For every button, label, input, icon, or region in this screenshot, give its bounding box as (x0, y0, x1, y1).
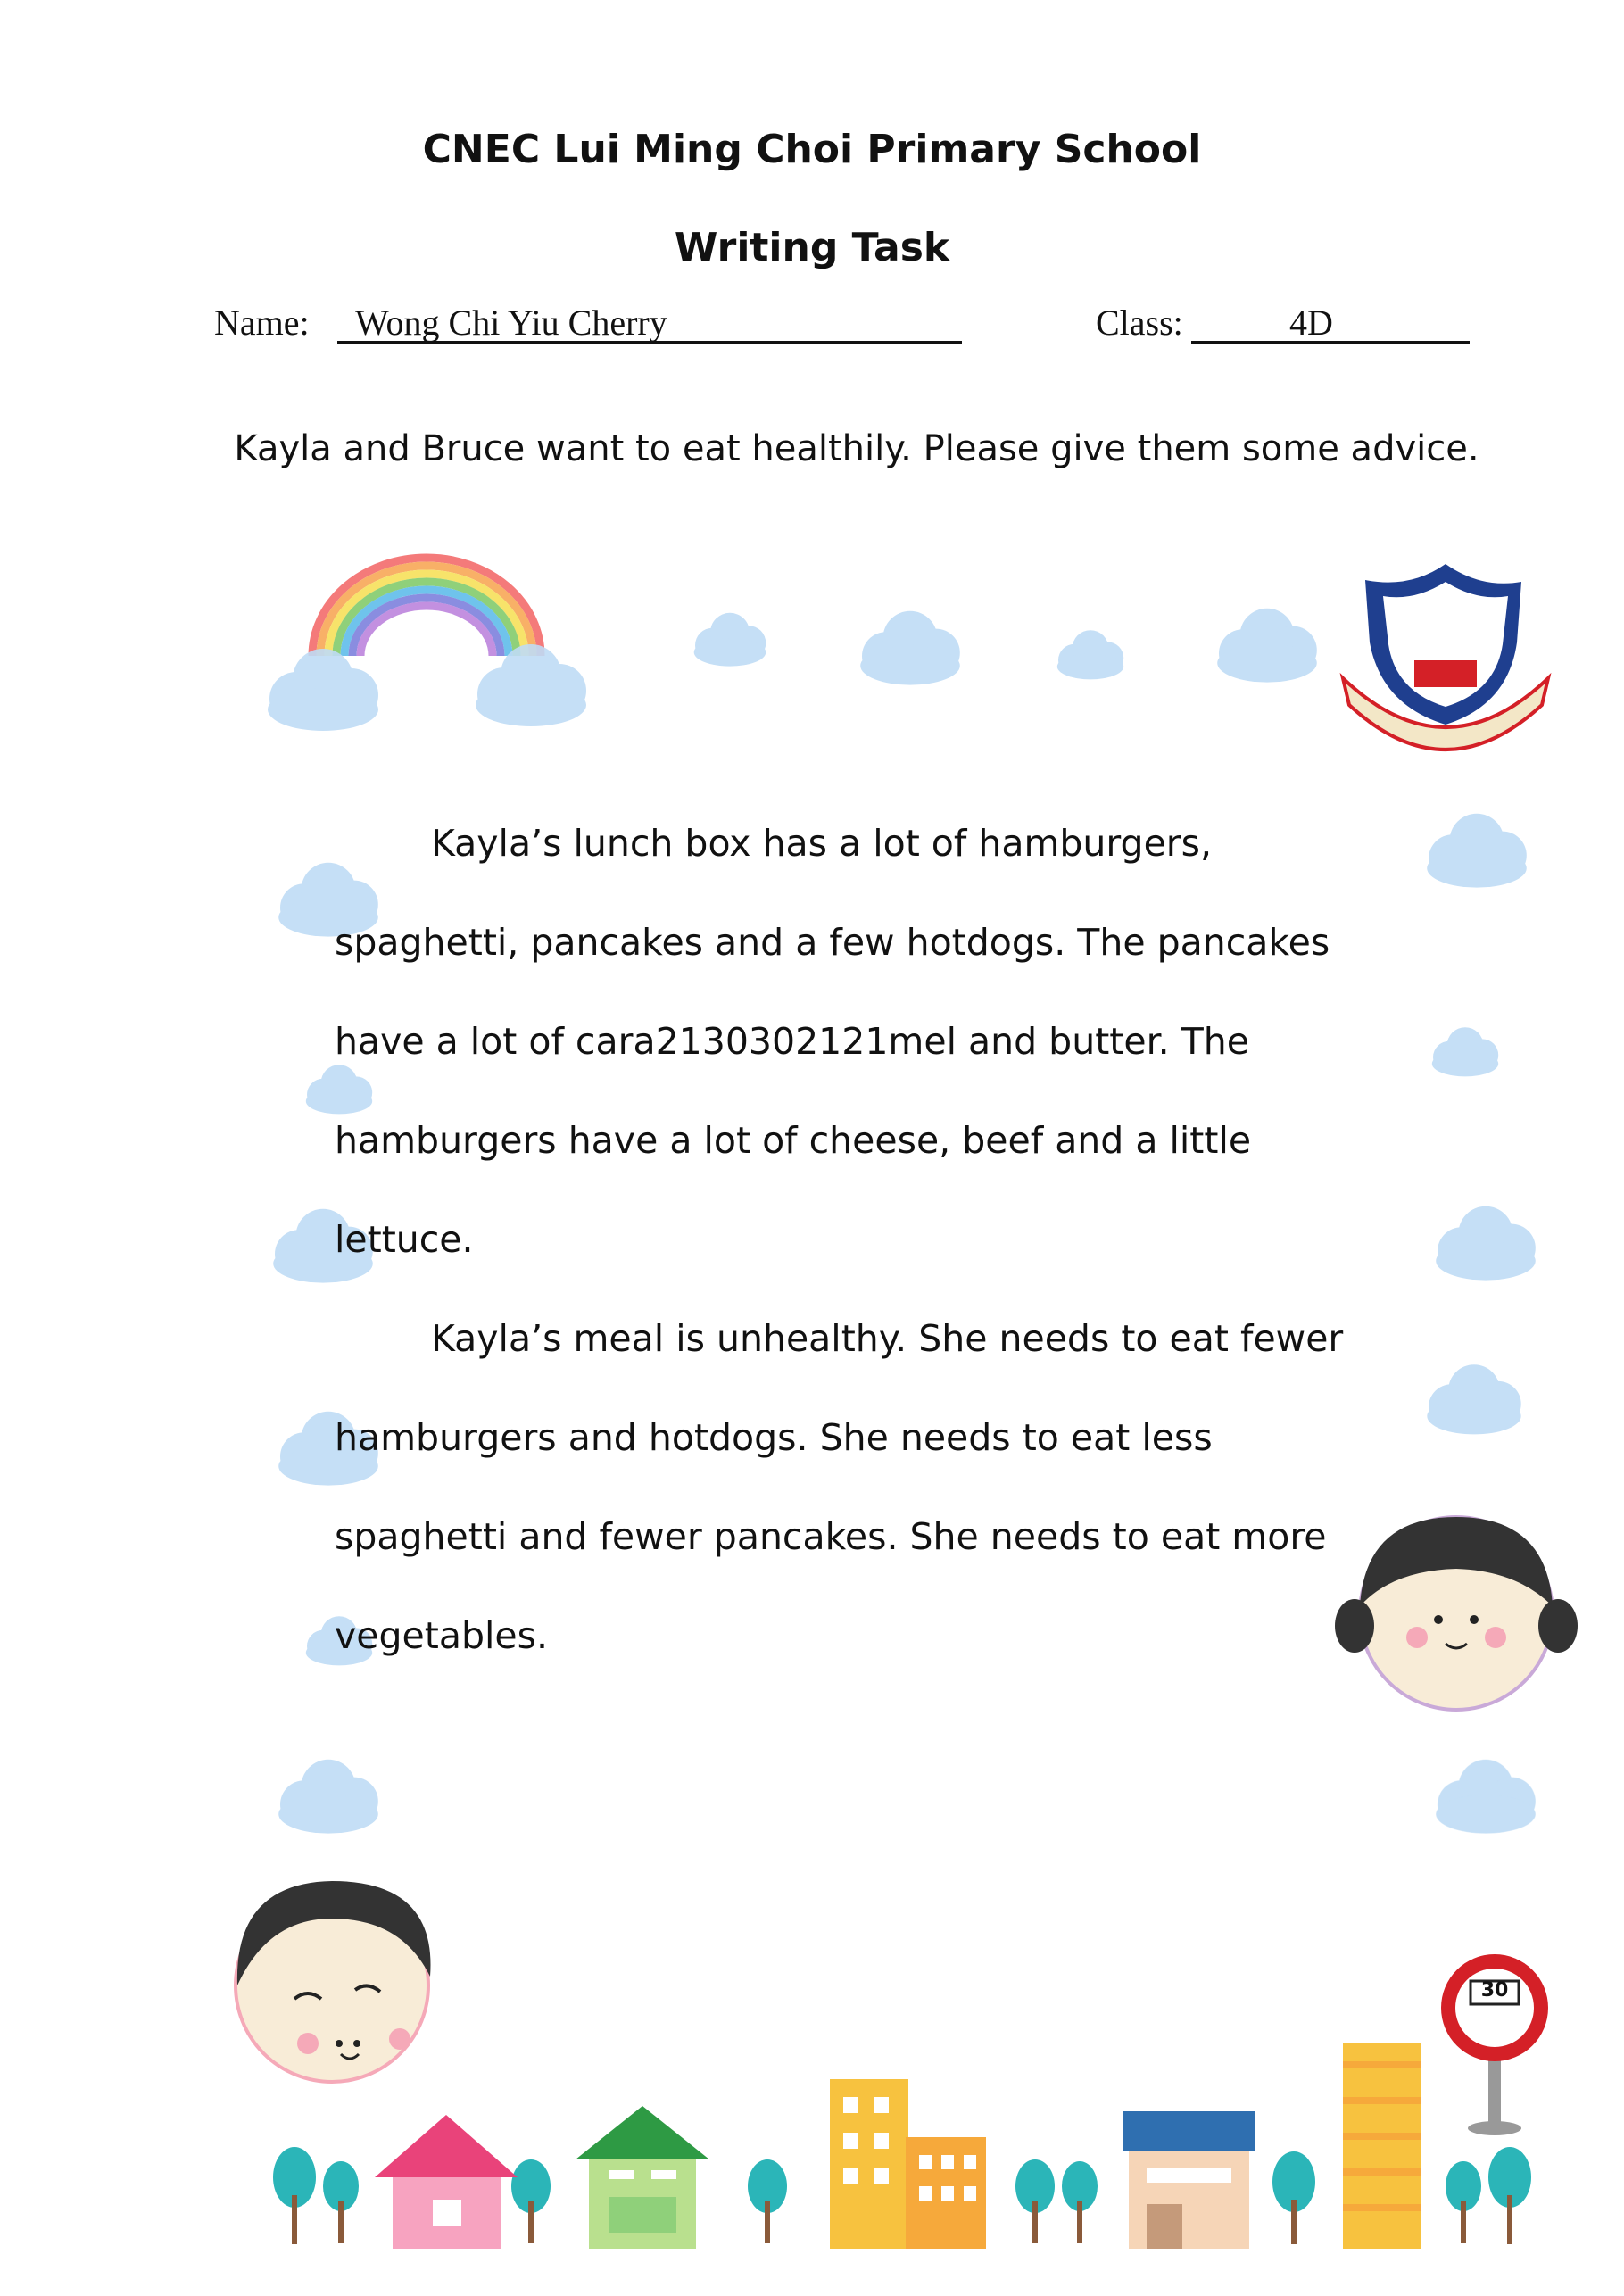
building-icon (830, 2079, 986, 2249)
cloud-icon (1427, 1364, 1520, 1434)
class-label: Class: (1096, 303, 1183, 343)
writing-prompt: Kayla and Bruce want to eat healthily. Please give them some advice. (234, 428, 1479, 469)
building-icon (1123, 2111, 1255, 2249)
tree-icon (273, 2147, 316, 2244)
tree-icon (1446, 2161, 1481, 2243)
cloud-icon (476, 644, 586, 726)
cloud-icon (1217, 609, 1317, 683)
class-value: 4D (1289, 303, 1333, 343)
tree-icon (1062, 2161, 1098, 2243)
rainbow-icon (312, 558, 541, 656)
cloud-icon (1436, 1760, 1536, 1834)
tree-icon (1488, 2147, 1531, 2244)
bus-sign-number: 30 (1480, 1979, 1509, 2002)
tree-icon (511, 2159, 551, 2243)
house-icon (576, 2106, 709, 2249)
girl-face-icon (1335, 1517, 1578, 1710)
essay (335, 794, 1370, 1686)
boy-face-icon (236, 1881, 431, 2082)
school-title: CNEC Lui Ming Choi Primary School (422, 127, 1202, 172)
school-crest-icon (1343, 564, 1548, 750)
name-label: Name: (214, 303, 310, 343)
cloud-icon (1057, 630, 1123, 679)
house-icon (375, 2115, 518, 2249)
name-value: Wong Chi Yiu Cherry (355, 303, 667, 343)
tree-icon (1272, 2151, 1315, 2244)
cloud-icon (278, 1760, 378, 1834)
cloud-icon (1432, 1027, 1498, 1076)
essay-paragraph: Kayla’s meal is unhealthy. She needs to eat fewer hamburgers and hotdogs. She needs to eat less spaghetti and fewer pancakes. She needs to eat more vegetables. (335, 1317, 1344, 1657)
essay-paragraph: Kayla’s lunch box has a lot of hamburgers, spaghetti, pancakes and a few hotdogs. The pancakes have a lot of cara2130302121mel and butter. The hamburgers have a lot of cheese, beef and a little lettuce. (335, 822, 1330, 1261)
tree-icon (1015, 2159, 1055, 2243)
cloud-icon (694, 613, 766, 667)
task-title: Writing Task (674, 225, 950, 270)
cloud-icon (1436, 1206, 1536, 1281)
cloud-icon (1427, 814, 1527, 888)
building-icon (1343, 2043, 1421, 2249)
tree-icon (748, 2159, 787, 2243)
cloud-icon (268, 649, 378, 731)
cloud-icon (860, 611, 960, 685)
tree-icon (323, 2161, 359, 2243)
